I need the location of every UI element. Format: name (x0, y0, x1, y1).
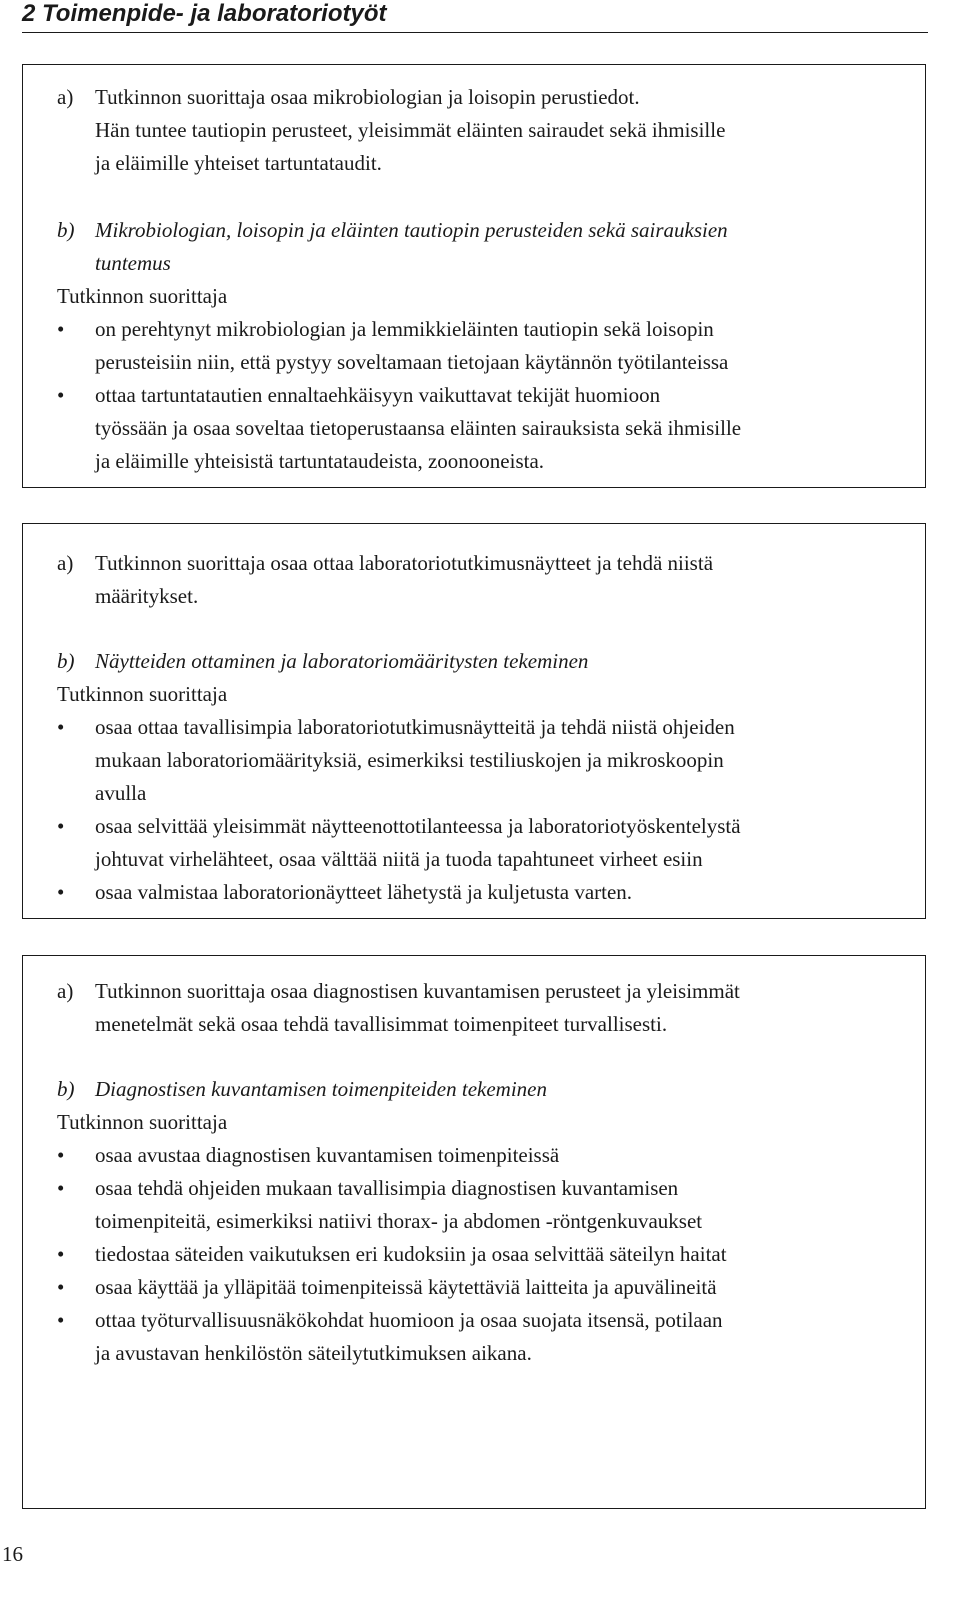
bullet-text-line: on perehtynyt mikrobiologian ja lemmikkieläinten tautiopin sekä loisopin (95, 317, 714, 341)
a-label: a) (57, 85, 74, 109)
bullet-icon: • (57, 880, 65, 904)
bullet-icon: • (57, 1242, 65, 1266)
b-title-line: Näytteiden ottaminen ja laboratoriomääritysten tekeminen (95, 649, 589, 673)
a-text-line: menetelmät sekä osaa tehdä tavallisimmat toimenpiteet turvallisesti. (95, 1012, 668, 1036)
a-text-line: Hän tuntee tautiopin perusteet, yleisimmät eläinten sairaudet sekä ihmisille (95, 118, 726, 142)
section-heading: 2 Toimenpide- ja laboratoriotyöt (22, 0, 928, 33)
page-number: 16 (2, 1542, 23, 1566)
bullet-icon: • (57, 1176, 65, 1200)
bullet-icon: • (57, 1143, 65, 1167)
bullet-text-line: tiedostaa säteiden vaikutuksen eri kudoksiin ja osaa selvittää säteilyn haitat (95, 1242, 727, 1266)
a-label: a) (57, 979, 74, 1003)
bullet-text-line: osaa selvittää yleisimmät näytteenottotilanteessa ja laboratoriotyöskentelystä (95, 814, 741, 838)
b-label: b) (57, 218, 75, 242)
bullet-icon: • (57, 1308, 65, 1332)
a-text-line: määritykset. (95, 584, 199, 608)
competence-box-3 (22, 955, 926, 1509)
bullet-icon: • (57, 383, 65, 407)
bullet-text-line: ja avustavan henkilöstön säteilytutkimuksen aikana. (95, 1341, 532, 1365)
bullet-text-line: mukaan laboratoriomäärityksiä, esimerkiksi testiliuskojen ja mikroskoopin (95, 748, 724, 772)
bullet-text-line: ottaa tartuntatautien ennaltaehkäisyyn vaikuttavat tekijät huomioon (95, 383, 661, 407)
bullet-text-line: ja eläimille yhteisistä tartuntataudeista, zoonooneista. (95, 449, 545, 473)
subject-label: Tutkinnon suorittaja (57, 1110, 228, 1134)
b-title-line: Mikrobiologian, loisopin ja eläinten tautiopin perusteiden sekä sairauksien (95, 218, 728, 242)
bullet-text-line: työssään ja osaa soveltaa tietoperustaansa eläinten sairauksista sekä ihmisille (95, 416, 742, 440)
bullet-text-line: toimenpiteitä, esimerkiksi natiivi thorax- ja abdomen -röntgenkuvaukset (95, 1209, 703, 1233)
b-label: b) (57, 1077, 75, 1101)
a-text-line: Tutkinnon suorittaja osaa ottaa laboratoriotutkimusnäytteet ja tehdä niistä (95, 551, 714, 575)
bullet-text-line: osaa valmistaa laboratorionäytteet lähetystä ja kuljetusta varten. (95, 880, 633, 904)
bullet-text-line: osaa ottaa tavallisimpia laboratoriotutkimusnäytteitä ja tehdä niistä ohjeiden (95, 715, 735, 739)
bullet-text-line: perusteisiin niin, että pystyy soveltamaan tietojaan käytännön työtilanteissa (95, 350, 729, 374)
bullet-icon: • (57, 814, 65, 838)
b-label: b) (57, 649, 75, 673)
subject-label: Tutkinnon suorittaja (57, 284, 228, 308)
subject-label: Tutkinnon suorittaja (57, 682, 228, 706)
bullet-text-line: osaa tehdä ohjeiden mukaan tavallisimpia diagnostisen kuvantamisen (95, 1176, 679, 1200)
bullet-text-line: johtuvat virhelähteet, osaa välttää niitä ja tuoda tapahtuneet virheet esiin (95, 847, 703, 871)
a-text-line: ja eläimille yhteiset tartuntataudit. (95, 151, 382, 175)
bullet-icon: • (57, 1275, 65, 1299)
a-text-line: Tutkinnon suorittaja osaa diagnostisen kuvantamisen perusteet ja yleisimmät (95, 979, 740, 1003)
bullet-text-line: osaa avustaa diagnostisen kuvantamisen toimenpiteissä (95, 1143, 560, 1167)
competence-box-1 (22, 64, 926, 488)
bullet-icon: • (57, 317, 65, 341)
competence-box-2 (22, 523, 926, 919)
bullet-text-line: osaa käyttää ja ylläpitää toimenpiteissä käytettäviä laitteita ja apuvälineitä (95, 1275, 717, 1299)
a-label: a) (57, 551, 74, 575)
b-title-line: Diagnostisen kuvantamisen toimenpiteiden tekeminen (95, 1077, 547, 1101)
bullet-text-line: avulla (95, 781, 147, 805)
bullet-text-line: ottaa työturvallisuusnäkökohdat huomioon ja osaa suojata itsensä, potilaan (95, 1308, 723, 1332)
a-text-line: Tutkinnon suorittaja osaa mikrobiologian ja loisopin perustiedot. (95, 85, 640, 109)
b-title-line: tuntemus (95, 251, 171, 275)
bullet-icon: • (57, 715, 65, 739)
